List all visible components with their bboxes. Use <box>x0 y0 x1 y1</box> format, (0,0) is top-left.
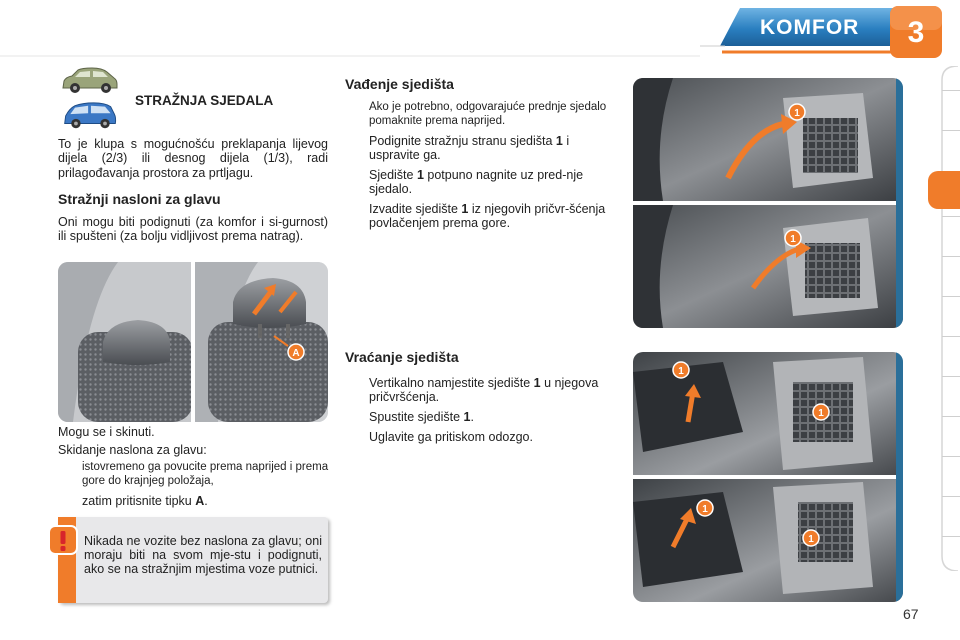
remove-bullets <box>58 460 330 514</box>
headrest-photo <box>58 262 328 422</box>
list-item: Podignite stražnju stranu sjedišta 1 i uspravite ga. <box>369 134 570 162</box>
callout-a: A <box>292 348 300 359</box>
callout-1: 1 <box>678 366 684 377</box>
callout-1: 1 <box>818 408 824 419</box>
seat-refit-photo <box>633 352 903 602</box>
warning-text: Nikada ne vozite bez naslona za glavu; oni moraju biti na svom mje-stu i podignuti, ako se na stražnjim mjestima voze putnici. <box>84 534 322 576</box>
page-number: 67 <box>903 606 919 622</box>
list-item: Spustite sjedište 1. <box>369 410 474 424</box>
remove-seat-steps <box>345 100 617 236</box>
callout-1: 1 <box>794 108 800 119</box>
car-mpv-icon <box>60 101 120 131</box>
car-hatchback-icon <box>60 66 120 96</box>
list-item: Izvadite sjedište 1 iz njegovih pričvr-šćenja povlačenjem prema gore. <box>369 202 606 230</box>
list-item: Sjedište 1 potpuno nagnite uz pred-nje sjedalo. <box>369 168 584 196</box>
refit-seat-title: Vraćanje sjedišta <box>345 349 459 365</box>
list-item: Vertikalno namjestite sjedište 1 u njegova pričvršćenja. <box>369 376 599 404</box>
active-chapter-tab[interactable] <box>928 171 960 209</box>
callout-1: 1 <box>808 534 814 545</box>
chapter-number: 3 <box>907 16 925 49</box>
list-item: zatim pritisnite tipku A. <box>82 494 208 508</box>
remove-seat-title: Vađenje sjedišta <box>345 76 454 92</box>
list-item: Ako je potrebno, odgovarajuće prednje sjedalo pomaknite prema naprijed. <box>369 101 607 127</box>
headrest-title: Stražnji nasloni za glavu <box>58 191 221 207</box>
exclamation-icon <box>46 523 80 557</box>
chapter-tab-strip[interactable] <box>928 66 960 571</box>
list-item: istovremeno ga povucite prema naprijed i prema gore do krajnjeg položaja, <box>82 461 329 487</box>
seat-removal-photo <box>633 78 903 328</box>
remove-line-2: Skidanje naslona za glavu: <box>58 443 207 457</box>
refit-seat-steps <box>345 376 617 450</box>
headrest-paragraph: Oni mogu biti podignuti (za komfor i si-gurnost) ili spušteni (za bolju vidljivost prema natrag). <box>58 215 328 244</box>
callout-1: 1 <box>790 234 796 245</box>
section-title: STRAŽNJA SJEDALA <box>135 93 274 108</box>
intro-paragraph: To je klupa s mogućnošću preklapanja lijevog dijela (2/3) ili desnog dijela (1/3), radi prilagođavanja prostora za prtljagu. <box>58 137 328 180</box>
remove-line-1: Mogu se i skinuti. <box>58 425 155 439</box>
chapter-title: KOMFOR <box>760 16 860 39</box>
callout-1: 1 <box>702 504 708 515</box>
list-item: Uglavite ga pritiskom odozgo. <box>369 430 533 444</box>
